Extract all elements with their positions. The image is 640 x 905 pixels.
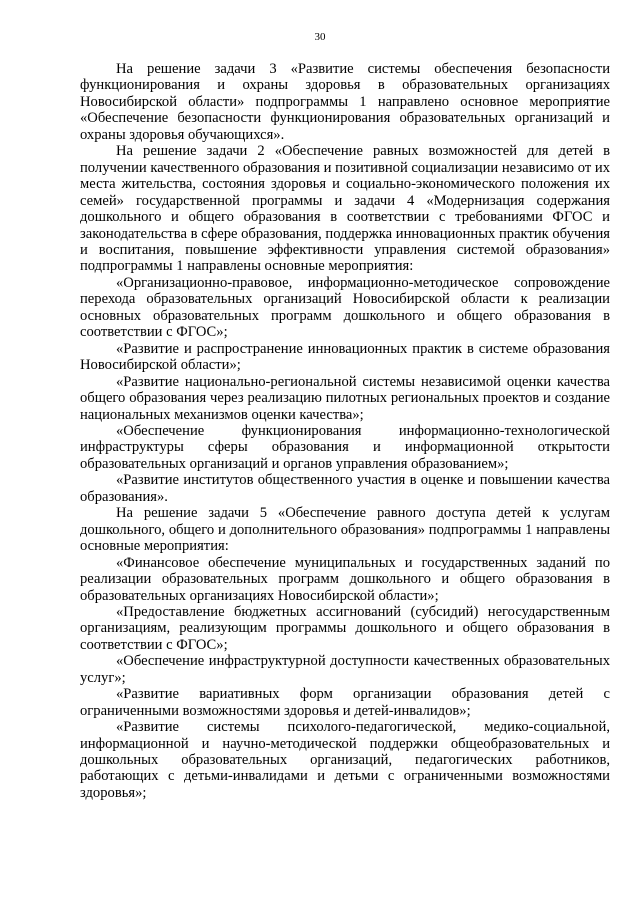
paragraph-quality-assessment: «Развитие национально-региональной системы независимой оценки качества общего образования через реализацию пилотных региональных проектов и создание национальных механизмов оценки качества»; [80, 373, 610, 423]
paragraph-public-participation: «Развитие институтов общественного участия в оценке и повышении качества образования». [80, 472, 610, 505]
paragraph-task5-intro: На решение задачи 5 «Обеспечение равного доступа детей к услугам дошкольного, общего и дополнительного образования» подпрограммы 1 направлены основные мероприятия: [80, 505, 610, 555]
paragraph-variative-forms: «Развитие вариативных форм организации образования детей с ограниченными возможностями здоровья и детей-инвалидов»; [80, 686, 610, 719]
paragraph-psych-support: «Развитие системы психолого-педагогической, медико-социальной, информационной и научно-методической поддержки общеобразовательных и дошкольных образовательных организаций, педагогических работников, работающих с детьми-инвалидами и детьми с ограниченными возможностями здоровья»; [80, 719, 610, 801]
paragraph-financial-support: «Финансовое обеспечение муниципальных и государственных заданий по реализации образовательных программ дошкольного и общего образования в образовательных организациях Новосибирской области»; [80, 554, 610, 604]
paragraph-fgos-support: «Организационно-правовое, информационно-методическое сопровождение перехода образовательных организаций Новосибирской области к реализации основных образовательных программ дошкольного и общего образования в соответствии с ФГОС»; [80, 274, 610, 341]
page-number: 30 [314, 31, 326, 43]
paragraph-task2-task4-intro: На решение задачи 2 «Обеспечение равных возможностей для детей в получении качественного образования и позитивной социализации независимо от их места жительства, состояния здоровья и социально-экономического положения их семей» государственной программы и задачи 4 «Модернизация содержания дошкольного и общего образования в соответствии с требованиями ФГОС и законодательства в сфере образования, поддержка инновационных практик обучения и воспитания, повышение эффективности управления системой образования» подпрограммы 1 направлены основные мероприятия: [80, 143, 610, 275]
paragraph-budget-subsidies: «Предоставление бюджетных ассигнований (субсидий) негосударственным организациям, реализующим программы дошкольного и общего образования в соответствии с ФГОС»; [80, 603, 610, 653]
paragraph-innovative-practices: «Развитие и распространение инновационных практик в системе образования Новосибирской области»; [80, 340, 610, 374]
paragraph-task3-safety: На решение задачи 3 «Развитие системы обеспечения безопасности функционирования и охраны здоровья в образовательных организациях Новосибирской области» подпрограммы 1 направлено основное мероприятие «Обеспечение безопасности функционирования образовательных организаций и охраны здоровья обучающихся». [80, 61, 610, 143]
paragraph-it-infrastructure: «Обеспечение функционирования информационно-технологической инфраструктуры сферы образования и информационной открытости образовательных организаций и органов управления образованием»; [80, 422, 610, 472]
paragraph-infrastructure-access: «Обеспечение инфраструктурной доступности качественных образовательных услуг»; [80, 653, 610, 686]
document-body [80, 61, 610, 801]
